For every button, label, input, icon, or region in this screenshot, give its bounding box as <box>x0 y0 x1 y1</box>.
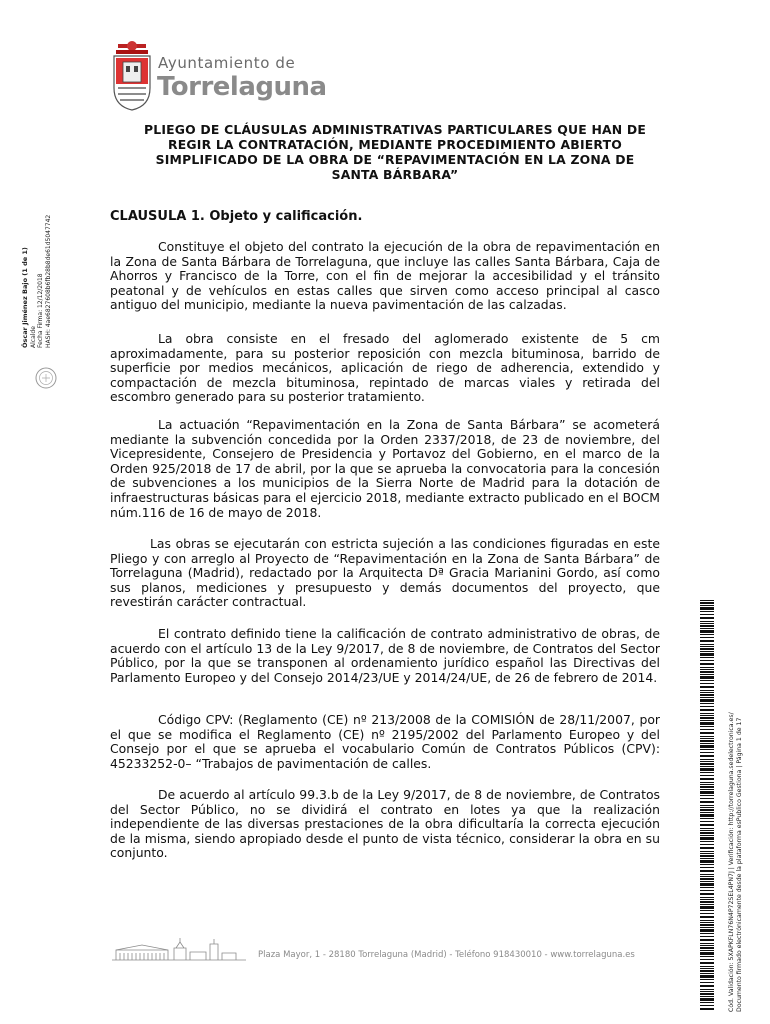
footer-address: Plaza Mayor, 1 - 28180 Torrelaguna (Madrid) - Teléfono 918430010 - www.torrelaguna.es <box>258 950 635 960</box>
paragraph: De acuerdo al artículo 99.3.b de la Ley 9/2017, de 8 de noviembre, de Contratos del Sector Público, no se dividirá el contrato en lotes ya que la realización independiente de las diversas prestaciones de la obra dificultaría la correcta ejecución de la misma, siendo apropiado desde el punto de vista técnico, considerar la obra en su conjunto. <box>110 787 660 861</box>
document-title: PLIEGO DE CLÁUSULAS ADMINISTRATIVAS PARTICULARES QUE HAN DE REGIR LA CONTRATACIÓN, MEDIANTE PROCEDIMIENTO ABIERTO SIMPLIFICADO DE LA OBRA DE “REPAVIMENTACIÓN EN LA ZONA DE SANTA BÁRBARA” <box>143 122 647 182</box>
paragraph: La obra consiste en el fresado del aglomerado existente de 5 cm aproximadamente, para su posterior reposición con mezcla bituminosa, barrido de superficie por medios mecánicos, aplicación de riego de adherencia, extendido y compactación de mezcla bituminosa, repintado de marcas viales y retirada del escombro generado para su posterior tratamiento. <box>110 331 660 405</box>
municipality-logo <box>110 40 327 115</box>
validation-line2: Documento firmado electrónicamente desde la plataforma esPublico Gestiona | Página 1 de 17 <box>736 717 743 1012</box>
validation-text <box>728 600 758 1012</box>
org-name-line1: Ayuntamiento de <box>158 54 296 72</box>
page-footer <box>110 936 660 966</box>
paragraph: El contrato definido tiene la calificación de contrato administrativo de obras, de acuerdo con el artículo 13 de la Ley 9/2017, de 8 de noviembre, de Contratos del Sector Público, por la que se transponen al ordenamiento jurídico español las Directivas del Parlamento Europeo y del Consejo 2014/23/UE y 2014/24/UE, de 26 de febrero de 2014. <box>110 626 660 685</box>
coat-of-arms-icon <box>110 40 154 112</box>
paragraph: Código CPV: (Reglamento (CE) nº 213/2008 de la COMISIÓN de 28/11/2007, por el que se modifica el Reglamento (CE) nº 2195/2002 del Parlamento Europeo y del Consejo por el que se aprueba el vocabulario Común de Contratos Públicos (CPV): 45233252-0– “Trabajos de pavimentación de calles. <box>110 712 660 771</box>
signer-role: Alcalde <box>29 326 37 348</box>
signer-name: Óscar Jiménez Bajo (1 de 1) <box>21 247 29 348</box>
clause-heading: CLAUSULA 1. Objeto y calificación. <box>110 209 363 224</box>
paragraph: La actuación “Repavimentación en la Zona de Santa Bárbara” se acometerá mediante la subvención concedida por la Orden 2337/2018, de 23 de noviembre, del Vicepresidente, Consejero de Presidencia y Portavoz del Gobierno, en el marco de la Orden 925/2018 de 17 de abril, por la que se aprueba la convocatoria para la concesión de subvenciones a los municipios de la Sierra Norte de Madrid para la dotación de infraestructuras básicas para el ejercicio 2018, mediante extracto publicado en el BOCM núm.116 de 16 de mayo de 2018. <box>110 417 660 520</box>
paragraph: Las obras se ejecutarán con estricta sujeción a las condiciones figuradas en este Pliego y con arreglo al Proyecto de “Repavimentación en la Zona de Santa Bárbara” de Torrelaguna (Madrid), redactado por la Arquitecta Dª Gracia Marianini Gordo, así como sus planos, mediciones y presupuesto y demás documentos del proyecto, que revestirán carácter contractual. <box>110 536 660 610</box>
paragraph: Constituye el objeto del contrato la ejecución de la obra de repavimentación en la Zona de Santa Bárbara de Torrelaguna, que incluye las calles Santa Bárbara, Caja de Ahorros y Francisco de la Torre, con el fin de mejorar la accesibilidad y el tránsito peatonal y de vehículos en estas calles que sirven como acceso principal al casco antiguo del municipio, mediante la nueva pavimentación de las calzadas. <box>110 239 660 313</box>
town-skyline-icon <box>110 936 250 964</box>
org-name-line2: Torrelaguna <box>157 72 327 102</box>
signature-block <box>22 168 52 348</box>
validation-strip <box>700 600 760 1012</box>
signature-date: Fecha Firma: 12/12/2018 <box>37 273 44 348</box>
signature-hash: HASH: 4ae6827608b6fb28b8de61d5047742 <box>44 214 52 348</box>
seal-icon <box>34 366 58 390</box>
validation-line1: Cód. Validación: 5XAPKFLN76N4P72SEL4PN7J | Verificación: http://torrelaguna.sedelectronica.es/ <box>728 712 735 1012</box>
barcode-icon <box>700 600 714 1012</box>
